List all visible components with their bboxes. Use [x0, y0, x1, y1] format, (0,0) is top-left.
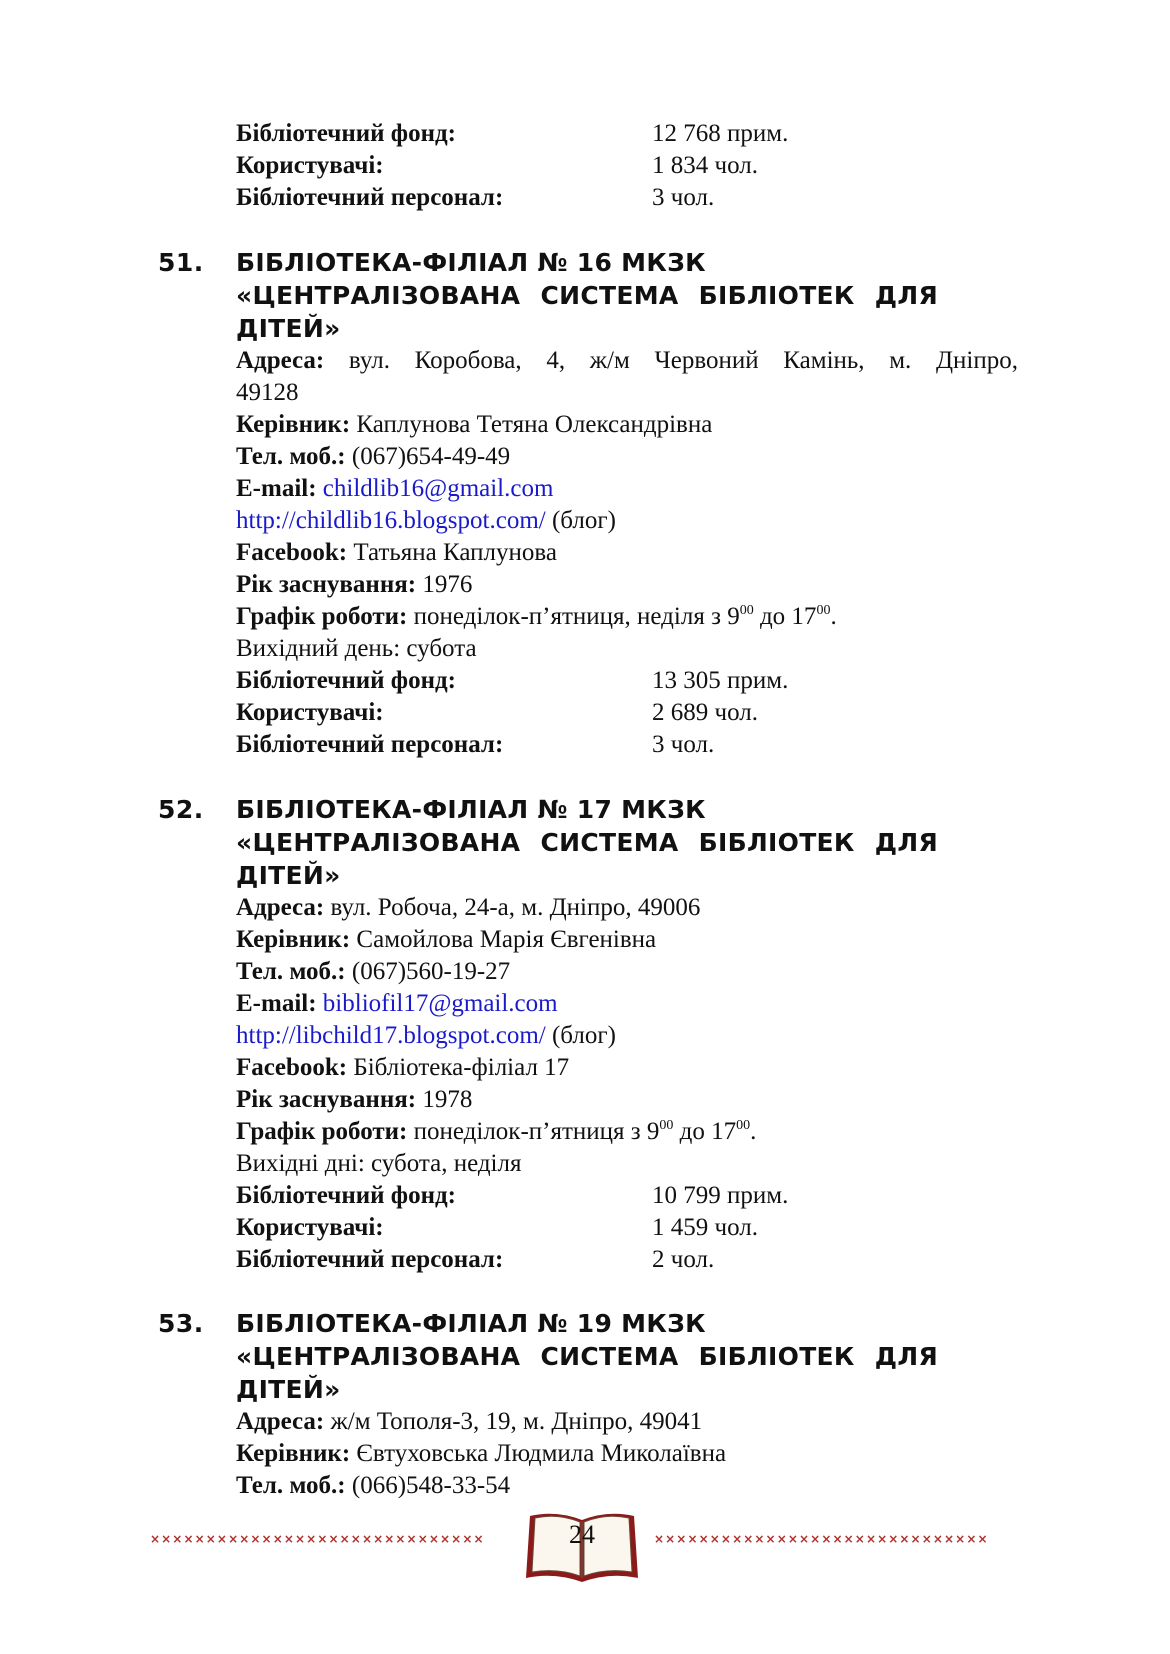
section-heading: [158, 793, 1018, 826]
address-value: ж/м Тополя-3, 19, м. Дніпро, 49041: [330, 1408, 703, 1435]
section-number: 51.: [158, 248, 204, 277]
phone-line: [236, 441, 1018, 473]
blog-line: [236, 505, 1018, 537]
days-off: Вихідні дні: субота, неділя: [236, 1150, 522, 1177]
phone-line: [236, 956, 1018, 988]
phone-line: [236, 1470, 1018, 1502]
director-line: [236, 924, 1018, 956]
blog-note: (блог): [551, 1022, 616, 1049]
founded-label: Рік заснування:: [236, 571, 417, 598]
schedule-end: .: [750, 1118, 757, 1145]
section-title-line1: БІБЛІОТЕКА-ФІЛІАЛ № 17 МКЗК: [236, 795, 706, 824]
schedule-from-minutes: 00: [739, 603, 754, 618]
page-number: 24: [569, 1520, 595, 1549]
footer-ornament-left: ××××××××××××××××××××××××××××××: [150, 1532, 485, 1546]
section-heading-cont: [158, 1340, 1018, 1373]
founded-value: 1976: [422, 571, 473, 598]
library-section-51: [158, 246, 1018, 761]
stat-label: Користувачі:: [236, 1214, 384, 1241]
address-value: вул. Коробова, 4, ж/м Червоний Камінь, м. Дніпро,: [348, 347, 1018, 374]
phone-label: Тел. моб.:: [236, 443, 346, 470]
blog-link[interactable]: http://libchild17.blogspot.com/: [236, 1022, 546, 1049]
stat-row: [236, 697, 1018, 729]
address-label: Адреса:: [236, 894, 325, 921]
facebook-value: Бібліотека-філіал 17: [353, 1054, 570, 1081]
section-title-line1: БІБЛІОТЕКА-ФІЛІАЛ № 19 МКЗК: [236, 1309, 706, 1338]
facebook-label: Facebook:: [236, 539, 348, 566]
phone-label: Тел. моб.:: [236, 1472, 346, 1499]
library-section-52: [158, 793, 1018, 1276]
schedule-to-minutes: 00: [816, 603, 831, 618]
director-label: Керівник:: [236, 411, 351, 438]
section-body: [236, 1406, 1018, 1502]
facebook-line: [236, 1052, 1018, 1084]
email-line: [236, 988, 1018, 1020]
section-body: [236, 345, 1018, 761]
schedule-to: до 17: [679, 1118, 737, 1145]
stat-row: [236, 1244, 1018, 1276]
phone-value: (066)548-33-54: [351, 1472, 511, 1499]
stat-row: [236, 182, 1016, 214]
schedule-label: Графік роботи:: [236, 1118, 408, 1145]
footer-ornament-right: ××××××××××××××××××××××××××××××: [654, 1532, 989, 1546]
stat-value: 3 чол.: [652, 731, 715, 758]
address-line: [236, 1406, 1018, 1438]
phone-value: (067)560-19-27: [351, 958, 511, 985]
section-number: 53.: [158, 1309, 204, 1338]
section-heading-cont: [158, 826, 1018, 859]
schedule-text: понеділок-п’ятниця, неділя з 9: [413, 603, 740, 630]
section-title-line3: ДІТЕЙ»: [236, 314, 341, 343]
founded-value: 1978: [422, 1086, 473, 1113]
section-title-line2: «ЦЕНТРАЛІЗОВАНА СИСТЕМА БІБЛІОТЕК ДЛЯ: [236, 1342, 938, 1371]
blog-line: [236, 1020, 1018, 1052]
stat-label: Користувачі:: [236, 152, 384, 179]
stat-row: [236, 665, 1018, 697]
stat-label: Користувачі:: [236, 699, 384, 726]
stat-value: 3 чол.: [652, 184, 715, 211]
section-title-line2: «ЦЕНТРАЛІЗОВАНА СИСТЕМА БІБЛІОТЕК ДЛЯ: [236, 828, 938, 857]
schedule-to-minutes: 00: [736, 1118, 751, 1133]
section-heading: [158, 246, 1018, 279]
open-book-icon: [520, 1508, 644, 1588]
email-label: E-mail:: [236, 475, 317, 502]
section-heading: [158, 1307, 1018, 1340]
address-cont: 49128: [236, 379, 299, 406]
section-title-line3: ДІТЕЙ»: [236, 1375, 341, 1404]
stat-value: 13 305 прим.: [652, 667, 789, 694]
blog-note: (блог): [551, 507, 616, 534]
page-footer: [150, 1508, 1010, 1588]
section-title-line1: БІБЛІОТЕКА-ФІЛІАЛ № 16 МКЗК: [236, 248, 706, 277]
director-label: Керівник:: [236, 1440, 351, 1467]
facebook-line: [236, 537, 1018, 569]
founded-line: [236, 1084, 1018, 1116]
stat-value: 10 799 прим.: [652, 1182, 789, 1209]
section-title-line3: ДІТЕЙ»: [236, 861, 341, 890]
stat-row: [236, 118, 1016, 150]
stat-row: [236, 1212, 1018, 1244]
schedule-line: [236, 601, 1018, 633]
stat-label: Бібліотечний фонд:: [236, 120, 456, 147]
founded-line: [236, 569, 1018, 601]
schedule-end: .: [830, 603, 837, 630]
director-value: Каплунова Тетяна Олександрівна: [356, 411, 713, 438]
director-value: Євтуховська Людмила Миколаївна: [356, 1440, 727, 1467]
stat-value: 1 459 чол.: [652, 1214, 758, 1241]
schedule-label: Графік роботи:: [236, 603, 408, 630]
top-stats: [236, 118, 1016, 214]
address-line: [236, 892, 1018, 924]
stat-label: Бібліотечний персонал:: [236, 1246, 504, 1273]
schedule-from-minutes: 00: [659, 1118, 674, 1133]
stat-value: 2 689 чол.: [652, 699, 758, 726]
stat-row: [236, 150, 1016, 182]
address-value: вул. Робоча, 24-а, м. Дніпро, 49006: [330, 894, 701, 921]
phone-value: (067)654-49-49: [351, 443, 511, 470]
section-heading-cont: [158, 279, 1018, 312]
address-line: [236, 345, 1018, 377]
phone-label: Тел. моб.:: [236, 958, 346, 985]
section-number: 52.: [158, 795, 204, 824]
stat-label: Бібліотечний персонал:: [236, 184, 504, 211]
email-link[interactable]: bibliofil17@gmail.com: [322, 990, 558, 1017]
section-body: [236, 892, 1018, 1276]
director-line: [236, 1438, 1018, 1470]
stat-value: 1 834 чол.: [652, 152, 758, 179]
section-title-line2: «ЦЕНТРАЛІЗОВАНА СИСТЕМА БІБЛІОТЕК ДЛЯ: [236, 281, 938, 310]
stat-label: Бібліотечний фонд:: [236, 667, 456, 694]
schedule-to: до 17: [759, 603, 817, 630]
library-section-53: [158, 1307, 1018, 1502]
address-label: Адреса:: [236, 1408, 325, 1435]
address-label: Адреса:: [236, 347, 325, 374]
director-line: [236, 409, 1018, 441]
email-link[interactable]: childlib16@gmail.com: [322, 475, 554, 502]
facebook-label: Facebook:: [236, 1054, 348, 1081]
email-label: E-mail:: [236, 990, 317, 1017]
stat-label: Бібліотечний персонал:: [236, 731, 504, 758]
blog-link[interactable]: http://childlib16.blogspot.com/: [236, 507, 546, 534]
stat-value: 2 чол.: [652, 1246, 715, 1273]
stat-row: [236, 729, 1018, 761]
schedule-text: понеділок-п’ятниця з 9: [413, 1118, 660, 1145]
email-line: [236, 473, 1018, 505]
facebook-value: Татьяна Каплунова: [353, 539, 557, 566]
stat-label: Бібліотечний фонд:: [236, 1182, 456, 1209]
stat-row: [236, 1180, 1018, 1212]
schedule-line: [236, 1116, 1018, 1148]
section-heading-cont: [158, 1373, 1018, 1406]
section-heading-cont: [158, 312, 1018, 345]
director-label: Керівник:: [236, 926, 351, 953]
stat-value: 12 768 прим.: [652, 120, 789, 147]
days-off: Вихідний день: субота: [236, 635, 477, 662]
section-heading-cont: [158, 859, 1018, 892]
director-value: Самойлова Марія Євгенівна: [356, 926, 657, 953]
founded-label: Рік заснування:: [236, 1086, 417, 1113]
